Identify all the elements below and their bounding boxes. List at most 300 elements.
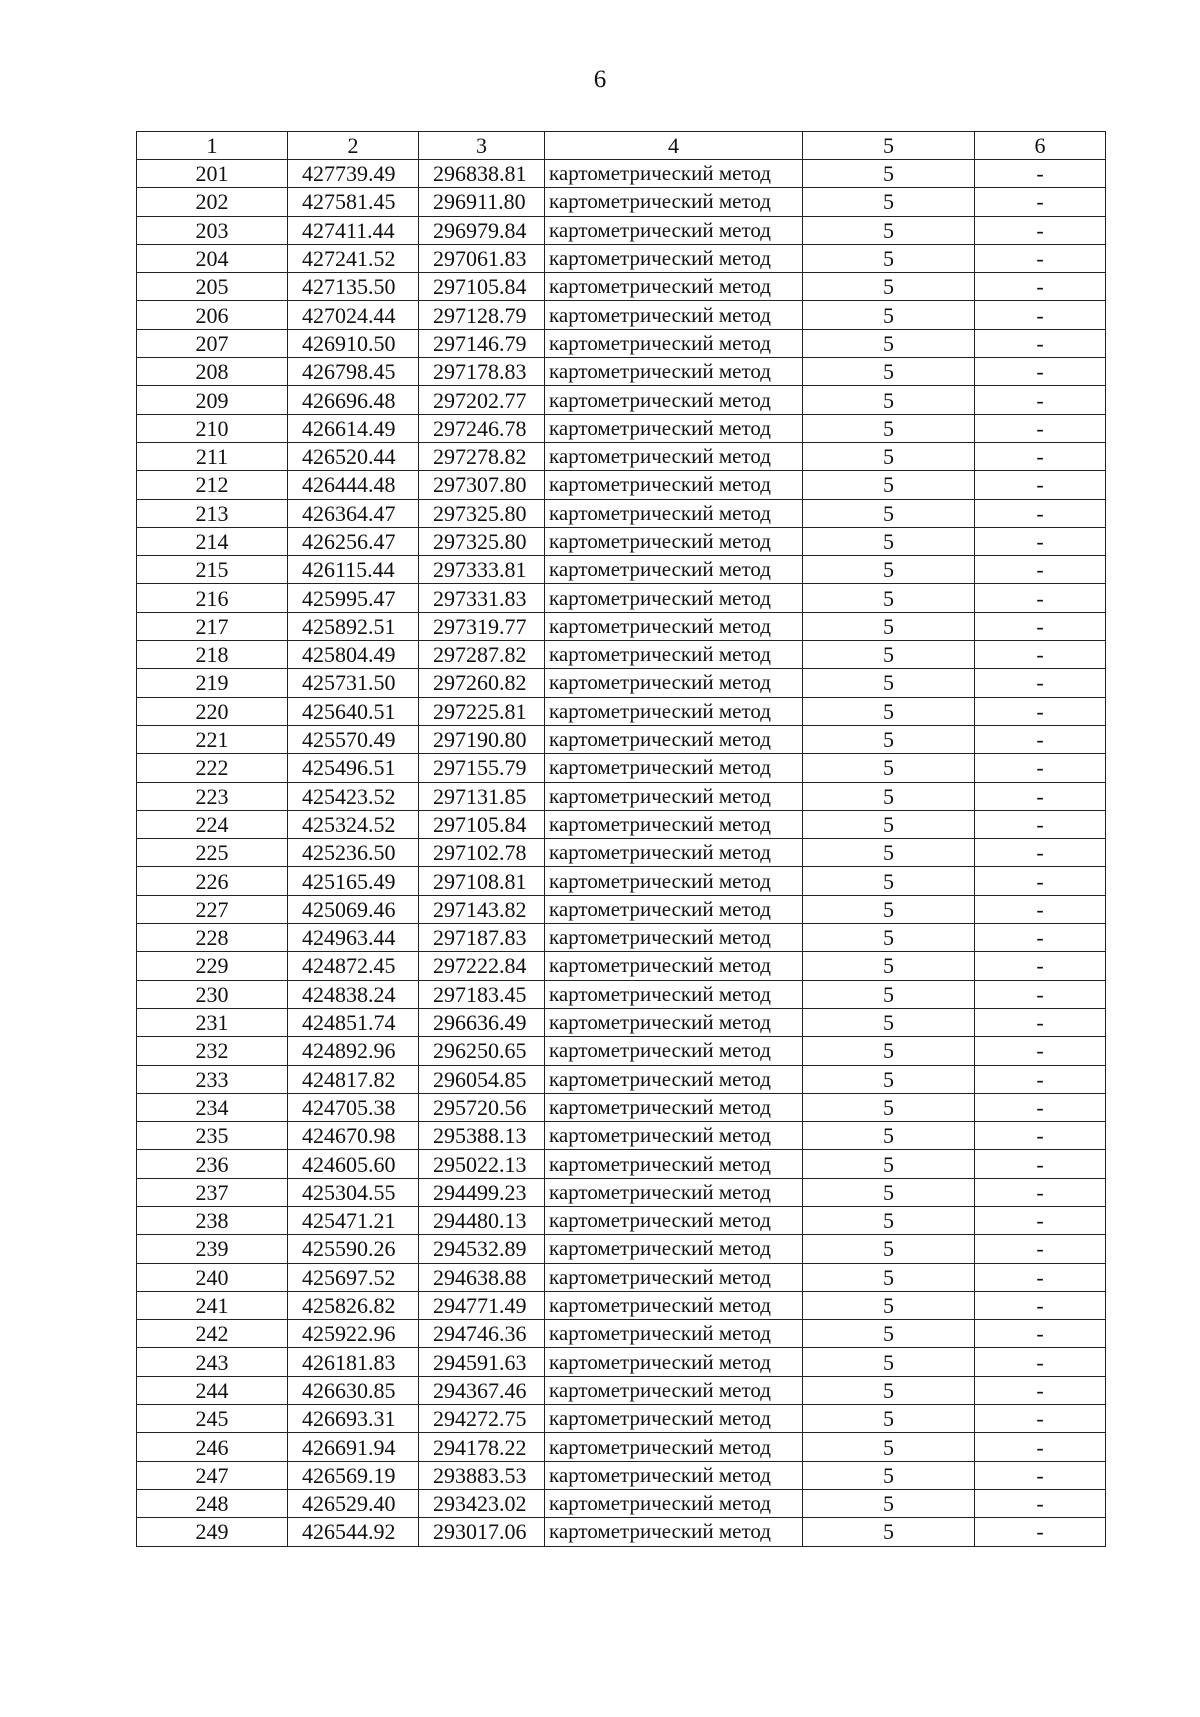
- x-coordinate-cell: 427739.49: [288, 160, 419, 188]
- x-coordinate-cell: 427024.44: [288, 301, 419, 329]
- x-coordinate-cell: 426630.85: [288, 1376, 419, 1404]
- note-cell: -: [975, 782, 1106, 810]
- method-cell: картометрический метод: [545, 782, 803, 810]
- point-number-cell: 227: [137, 895, 288, 923]
- accuracy-cell: 5: [803, 386, 975, 414]
- point-number-cell: 233: [137, 1065, 288, 1093]
- y-coordinate-cell: 296911.80: [419, 188, 545, 216]
- x-coordinate-cell: 425892.51: [288, 612, 419, 640]
- table-row: [137, 725, 1106, 753]
- y-coordinate-cell: 296838.81: [419, 160, 545, 188]
- y-coordinate-cell: 295022.13: [419, 1150, 545, 1178]
- note-cell: -: [975, 1206, 1106, 1234]
- method-cell: картометрический метод: [545, 244, 803, 272]
- x-coordinate-cell: 426364.47: [288, 499, 419, 527]
- method-cell: картометрический метод: [545, 273, 803, 301]
- x-coordinate-cell: 427135.50: [288, 273, 419, 301]
- point-number-cell: 230: [137, 980, 288, 1008]
- table-row: [137, 1433, 1106, 1461]
- table-row: [137, 697, 1106, 725]
- table-row: [137, 1291, 1106, 1319]
- y-coordinate-cell: 297202.77: [419, 386, 545, 414]
- table-row: [137, 358, 1106, 386]
- y-coordinate-cell: 294746.36: [419, 1320, 545, 1348]
- y-coordinate-cell: 297102.78: [419, 839, 545, 867]
- note-cell: -: [975, 188, 1106, 216]
- note-cell: -: [975, 358, 1106, 386]
- method-cell: картометрический метод: [545, 584, 803, 612]
- x-coordinate-cell: 424605.60: [288, 1150, 419, 1178]
- note-cell: -: [975, 1037, 1106, 1065]
- point-number-cell: 218: [137, 641, 288, 669]
- point-number-cell: 222: [137, 754, 288, 782]
- x-coordinate-cell: 424817.82: [288, 1065, 419, 1093]
- accuracy-cell: 5: [803, 895, 975, 923]
- table-row: [137, 1206, 1106, 1234]
- note-cell: -: [975, 669, 1106, 697]
- note-cell: -: [975, 1008, 1106, 1036]
- point-number-cell: 242: [137, 1320, 288, 1348]
- note-cell: -: [975, 1348, 1106, 1376]
- method-cell: картометрический метод: [545, 301, 803, 329]
- y-coordinate-cell: 297128.79: [419, 301, 545, 329]
- point-number-cell: 203: [137, 216, 288, 244]
- note-cell: -: [975, 810, 1106, 838]
- y-coordinate-cell: 294367.46: [419, 1376, 545, 1404]
- column-header: 6: [975, 132, 1106, 160]
- table-row: [137, 1263, 1106, 1291]
- y-coordinate-cell: 297325.80: [419, 527, 545, 555]
- column-header: 4: [545, 132, 803, 160]
- point-number-cell: 241: [137, 1291, 288, 1319]
- table-row: [137, 584, 1106, 612]
- accuracy-cell: 5: [803, 301, 975, 329]
- method-cell: картометрический метод: [545, 924, 803, 952]
- y-coordinate-cell: 297131.85: [419, 782, 545, 810]
- accuracy-cell: 5: [803, 924, 975, 952]
- point-number-cell: 213: [137, 499, 288, 527]
- table-row: [137, 301, 1106, 329]
- table-row: [137, 1065, 1106, 1093]
- point-number-cell: 214: [137, 527, 288, 555]
- point-number-cell: 202: [137, 188, 288, 216]
- point-number-cell: 243: [137, 1348, 288, 1376]
- accuracy-cell: 5: [803, 556, 975, 584]
- x-coordinate-cell: 426910.50: [288, 329, 419, 357]
- x-coordinate-cell: 426693.31: [288, 1405, 419, 1433]
- method-cell: картометрический метод: [545, 697, 803, 725]
- note-cell: -: [975, 329, 1106, 357]
- point-number-cell: 228: [137, 924, 288, 952]
- note-cell: -: [975, 499, 1106, 527]
- accuracy-cell: 5: [803, 1405, 975, 1433]
- method-cell: картометрический метод: [545, 754, 803, 782]
- y-coordinate-cell: 296979.84: [419, 216, 545, 244]
- accuracy-cell: 5: [803, 952, 975, 980]
- x-coordinate-cell: 425826.82: [288, 1291, 419, 1319]
- note-cell: -: [975, 725, 1106, 753]
- accuracy-cell: 5: [803, 1150, 975, 1178]
- table-header-row: [137, 132, 1106, 160]
- note-cell: -: [975, 1320, 1106, 1348]
- coordinates-table: [136, 131, 1106, 1547]
- x-coordinate-cell: 425165.49: [288, 867, 419, 895]
- method-cell: картометрический метод: [545, 1348, 803, 1376]
- method-cell: картометрический метод: [545, 1461, 803, 1489]
- table-row: [137, 924, 1106, 952]
- point-number-cell: 223: [137, 782, 288, 810]
- x-coordinate-cell: 425922.96: [288, 1320, 419, 1348]
- accuracy-cell: 5: [803, 1518, 975, 1546]
- y-coordinate-cell: 297105.84: [419, 273, 545, 301]
- accuracy-cell: 5: [803, 1291, 975, 1319]
- table-row: [137, 641, 1106, 669]
- table-row: [137, 1405, 1106, 1433]
- accuracy-cell: 5: [803, 1263, 975, 1291]
- note-cell: -: [975, 924, 1106, 952]
- x-coordinate-cell: 425423.52: [288, 782, 419, 810]
- accuracy-cell: 5: [803, 980, 975, 1008]
- point-number-cell: 232: [137, 1037, 288, 1065]
- table-row: [137, 895, 1106, 923]
- method-cell: картометрический метод: [545, 1291, 803, 1319]
- accuracy-cell: 5: [803, 1178, 975, 1206]
- accuracy-cell: 5: [803, 754, 975, 782]
- point-number-cell: 240: [137, 1263, 288, 1291]
- note-cell: -: [975, 839, 1106, 867]
- point-number-cell: 204: [137, 244, 288, 272]
- note-cell: -: [975, 754, 1106, 782]
- accuracy-cell: 5: [803, 641, 975, 669]
- x-coordinate-cell: 424872.45: [288, 952, 419, 980]
- method-cell: картометрический метод: [545, 1065, 803, 1093]
- point-number-cell: 224: [137, 810, 288, 838]
- y-coordinate-cell: 297190.80: [419, 725, 545, 753]
- method-cell: картометрический метод: [545, 358, 803, 386]
- note-cell: -: [975, 641, 1106, 669]
- method-cell: картометрический метод: [545, 414, 803, 442]
- accuracy-cell: 5: [803, 188, 975, 216]
- accuracy-cell: 5: [803, 584, 975, 612]
- method-cell: картометрический метод: [545, 527, 803, 555]
- note-cell: -: [975, 301, 1106, 329]
- point-number-cell: 201: [137, 160, 288, 188]
- method-cell: картометрический метод: [545, 1206, 803, 1234]
- y-coordinate-cell: 297287.82: [419, 641, 545, 669]
- point-number-cell: 217: [137, 612, 288, 640]
- x-coordinate-cell: 425471.21: [288, 1206, 419, 1234]
- note-cell: -: [975, 952, 1106, 980]
- table-row: [137, 1489, 1106, 1517]
- accuracy-cell: 5: [803, 160, 975, 188]
- note-cell: -: [975, 1518, 1106, 1546]
- y-coordinate-cell: 295720.56: [419, 1093, 545, 1121]
- x-coordinate-cell: 425324.52: [288, 810, 419, 838]
- note-cell: -: [975, 414, 1106, 442]
- x-coordinate-cell: 426614.49: [288, 414, 419, 442]
- accuracy-cell: 5: [803, 1037, 975, 1065]
- note-cell: -: [975, 442, 1106, 470]
- table-row: [137, 810, 1106, 838]
- note-cell: -: [975, 216, 1106, 244]
- y-coordinate-cell: 294532.89: [419, 1235, 545, 1263]
- point-number-cell: 231: [137, 1008, 288, 1036]
- method-cell: картометрический метод: [545, 612, 803, 640]
- method-cell: картометрический метод: [545, 839, 803, 867]
- table-row: [137, 1178, 1106, 1206]
- table-row: [137, 1461, 1106, 1489]
- method-cell: картометрический метод: [545, 641, 803, 669]
- point-number-cell: 225: [137, 839, 288, 867]
- note-cell: -: [975, 867, 1106, 895]
- table-row: [137, 160, 1106, 188]
- y-coordinate-cell: 297143.82: [419, 895, 545, 923]
- table-row: [137, 442, 1106, 470]
- point-number-cell: 245: [137, 1405, 288, 1433]
- note-cell: -: [975, 556, 1106, 584]
- point-number-cell: 236: [137, 1150, 288, 1178]
- table-row: [137, 782, 1106, 810]
- accuracy-cell: 5: [803, 725, 975, 753]
- method-cell: картометрический метод: [545, 980, 803, 1008]
- x-coordinate-cell: 425731.50: [288, 669, 419, 697]
- method-cell: картометрический метод: [545, 1178, 803, 1206]
- method-cell: картометрический метод: [545, 442, 803, 470]
- point-number-cell: 246: [137, 1433, 288, 1461]
- note-cell: -: [975, 1461, 1106, 1489]
- method-cell: картометрический метод: [545, 1405, 803, 1433]
- method-cell: картометрический метод: [545, 188, 803, 216]
- method-cell: картометрический метод: [545, 1320, 803, 1348]
- note-cell: -: [975, 1093, 1106, 1121]
- note-cell: -: [975, 527, 1106, 555]
- note-cell: -: [975, 1489, 1106, 1517]
- x-coordinate-cell: 426798.45: [288, 358, 419, 386]
- x-coordinate-cell: 426544.92: [288, 1518, 419, 1546]
- x-coordinate-cell: 425496.51: [288, 754, 419, 782]
- accuracy-cell: 5: [803, 612, 975, 640]
- note-cell: -: [975, 1263, 1106, 1291]
- x-coordinate-cell: 426691.94: [288, 1433, 419, 1461]
- x-coordinate-cell: 426115.44: [288, 556, 419, 584]
- y-coordinate-cell: 297187.83: [419, 924, 545, 952]
- x-coordinate-cell: 425570.49: [288, 725, 419, 753]
- accuracy-cell: 5: [803, 697, 975, 725]
- x-coordinate-cell: 426256.47: [288, 527, 419, 555]
- table-row: [137, 216, 1106, 244]
- method-cell: картометрический метод: [545, 669, 803, 697]
- note-cell: -: [975, 612, 1106, 640]
- table-row: [137, 414, 1106, 442]
- accuracy-cell: 5: [803, 1235, 975, 1263]
- accuracy-cell: 5: [803, 1461, 975, 1489]
- point-number-cell: 237: [137, 1178, 288, 1206]
- method-cell: картометрический метод: [545, 499, 803, 527]
- y-coordinate-cell: 297307.80: [419, 471, 545, 499]
- note-cell: -: [975, 386, 1106, 414]
- column-header: 3: [419, 132, 545, 160]
- table-row: [137, 556, 1106, 584]
- accuracy-cell: 5: [803, 1065, 975, 1093]
- table-row: [137, 527, 1106, 555]
- accuracy-cell: 5: [803, 1433, 975, 1461]
- note-cell: -: [975, 895, 1106, 923]
- y-coordinate-cell: 294591.63: [419, 1348, 545, 1376]
- note-cell: -: [975, 160, 1106, 188]
- y-coordinate-cell: 297333.81: [419, 556, 545, 584]
- x-coordinate-cell: 427581.45: [288, 188, 419, 216]
- method-cell: картометрический метод: [545, 1433, 803, 1461]
- table-row: [137, 669, 1106, 697]
- x-coordinate-cell: 424851.74: [288, 1008, 419, 1036]
- point-number-cell: 215: [137, 556, 288, 584]
- table-row: [137, 839, 1106, 867]
- method-cell: картометрический метод: [545, 1093, 803, 1121]
- table-row: [137, 867, 1106, 895]
- x-coordinate-cell: 427411.44: [288, 216, 419, 244]
- table-row: [137, 1093, 1106, 1121]
- accuracy-cell: 5: [803, 244, 975, 272]
- x-coordinate-cell: 424670.98: [288, 1122, 419, 1150]
- x-coordinate-cell: 424838.24: [288, 980, 419, 1008]
- accuracy-cell: 5: [803, 1206, 975, 1234]
- column-header: 1: [137, 132, 288, 160]
- y-coordinate-cell: 294480.13: [419, 1206, 545, 1234]
- accuracy-cell: 5: [803, 839, 975, 867]
- note-cell: -: [975, 471, 1106, 499]
- table-row: [137, 1235, 1106, 1263]
- point-number-cell: 248: [137, 1489, 288, 1517]
- method-cell: картометрический метод: [545, 1150, 803, 1178]
- accuracy-cell: 5: [803, 1008, 975, 1036]
- y-coordinate-cell: 297260.82: [419, 669, 545, 697]
- point-number-cell: 211: [137, 442, 288, 470]
- accuracy-cell: 5: [803, 669, 975, 697]
- method-cell: картометрический метод: [545, 1518, 803, 1546]
- y-coordinate-cell: 297325.80: [419, 499, 545, 527]
- point-number-cell: 235: [137, 1122, 288, 1150]
- note-cell: -: [975, 697, 1106, 725]
- method-cell: картометрический метод: [545, 1008, 803, 1036]
- point-number-cell: 206: [137, 301, 288, 329]
- page-number: 6: [593, 66, 607, 93]
- x-coordinate-cell: 426181.83: [288, 1348, 419, 1376]
- table-row: [137, 1518, 1106, 1546]
- method-cell: картометрический метод: [545, 1376, 803, 1404]
- point-number-cell: 209: [137, 386, 288, 414]
- point-number-cell: 234: [137, 1093, 288, 1121]
- y-coordinate-cell: 296250.65: [419, 1037, 545, 1065]
- y-coordinate-cell: 297061.83: [419, 244, 545, 272]
- y-coordinate-cell: 296054.85: [419, 1065, 545, 1093]
- accuracy-cell: 5: [803, 499, 975, 527]
- accuracy-cell: 5: [803, 273, 975, 301]
- column-header: 5: [803, 132, 975, 160]
- y-coordinate-cell: 297105.84: [419, 810, 545, 838]
- method-cell: картометрический метод: [545, 725, 803, 753]
- method-cell: картометрический метод: [545, 329, 803, 357]
- y-coordinate-cell: 297225.81: [419, 697, 545, 725]
- table-row: [137, 1008, 1106, 1036]
- method-cell: картометрический метод: [545, 386, 803, 414]
- x-coordinate-cell: 426520.44: [288, 442, 419, 470]
- x-coordinate-cell: 426529.40: [288, 1489, 419, 1517]
- point-number-cell: 220: [137, 697, 288, 725]
- y-coordinate-cell: 297146.79: [419, 329, 545, 357]
- x-coordinate-cell: 424705.38: [288, 1093, 419, 1121]
- x-coordinate-cell: 426696.48: [288, 386, 419, 414]
- note-cell: -: [975, 1178, 1106, 1206]
- table-row: [137, 612, 1106, 640]
- table-row: [137, 1348, 1106, 1376]
- y-coordinate-cell: 294771.49: [419, 1291, 545, 1319]
- accuracy-cell: 5: [803, 1376, 975, 1404]
- method-cell: картометрический метод: [545, 1489, 803, 1517]
- point-number-cell: 239: [137, 1235, 288, 1263]
- y-coordinate-cell: 297246.78: [419, 414, 545, 442]
- note-cell: -: [975, 1122, 1106, 1150]
- y-coordinate-cell: 294178.22: [419, 1433, 545, 1461]
- note-cell: -: [975, 584, 1106, 612]
- point-number-cell: 212: [137, 471, 288, 499]
- point-number-cell: 221: [137, 725, 288, 753]
- table-row: [137, 952, 1106, 980]
- note-cell: -: [975, 980, 1106, 1008]
- method-cell: картометрический метод: [545, 1037, 803, 1065]
- table-row: [137, 1150, 1106, 1178]
- note-cell: -: [975, 1433, 1106, 1461]
- table-row: [137, 1376, 1106, 1404]
- note-cell: -: [975, 1065, 1106, 1093]
- method-cell: картометрический метод: [545, 867, 803, 895]
- x-coordinate-cell: 424892.96: [288, 1037, 419, 1065]
- column-header: 2: [288, 132, 419, 160]
- point-number-cell: 229: [137, 952, 288, 980]
- table-row: [137, 499, 1106, 527]
- note-cell: -: [975, 1235, 1106, 1263]
- y-coordinate-cell: 297178.83: [419, 358, 545, 386]
- accuracy-cell: 5: [803, 810, 975, 838]
- x-coordinate-cell: 426444.48: [288, 471, 419, 499]
- table-row: [137, 273, 1106, 301]
- y-coordinate-cell: 295388.13: [419, 1122, 545, 1150]
- y-coordinate-cell: 293883.53: [419, 1461, 545, 1489]
- point-number-cell: 249: [137, 1518, 288, 1546]
- accuracy-cell: 5: [803, 1122, 975, 1150]
- x-coordinate-cell: 425697.52: [288, 1263, 419, 1291]
- x-coordinate-cell: 425236.50: [288, 839, 419, 867]
- accuracy-cell: 5: [803, 1348, 975, 1376]
- point-number-cell: 244: [137, 1376, 288, 1404]
- point-number-cell: 226: [137, 867, 288, 895]
- method-cell: картометрический метод: [545, 952, 803, 980]
- accuracy-cell: 5: [803, 1489, 975, 1517]
- y-coordinate-cell: 297331.83: [419, 584, 545, 612]
- table-row: [137, 1037, 1106, 1065]
- x-coordinate-cell: 424963.44: [288, 924, 419, 952]
- method-cell: картометрический метод: [545, 895, 803, 923]
- table-row: [137, 244, 1106, 272]
- y-coordinate-cell: 294499.23: [419, 1178, 545, 1206]
- accuracy-cell: 5: [803, 216, 975, 244]
- note-cell: -: [975, 273, 1106, 301]
- point-number-cell: 210: [137, 414, 288, 442]
- table-row: [137, 188, 1106, 216]
- accuracy-cell: 5: [803, 527, 975, 555]
- method-cell: картометрический метод: [545, 160, 803, 188]
- accuracy-cell: 5: [803, 782, 975, 810]
- point-number-cell: 205: [137, 273, 288, 301]
